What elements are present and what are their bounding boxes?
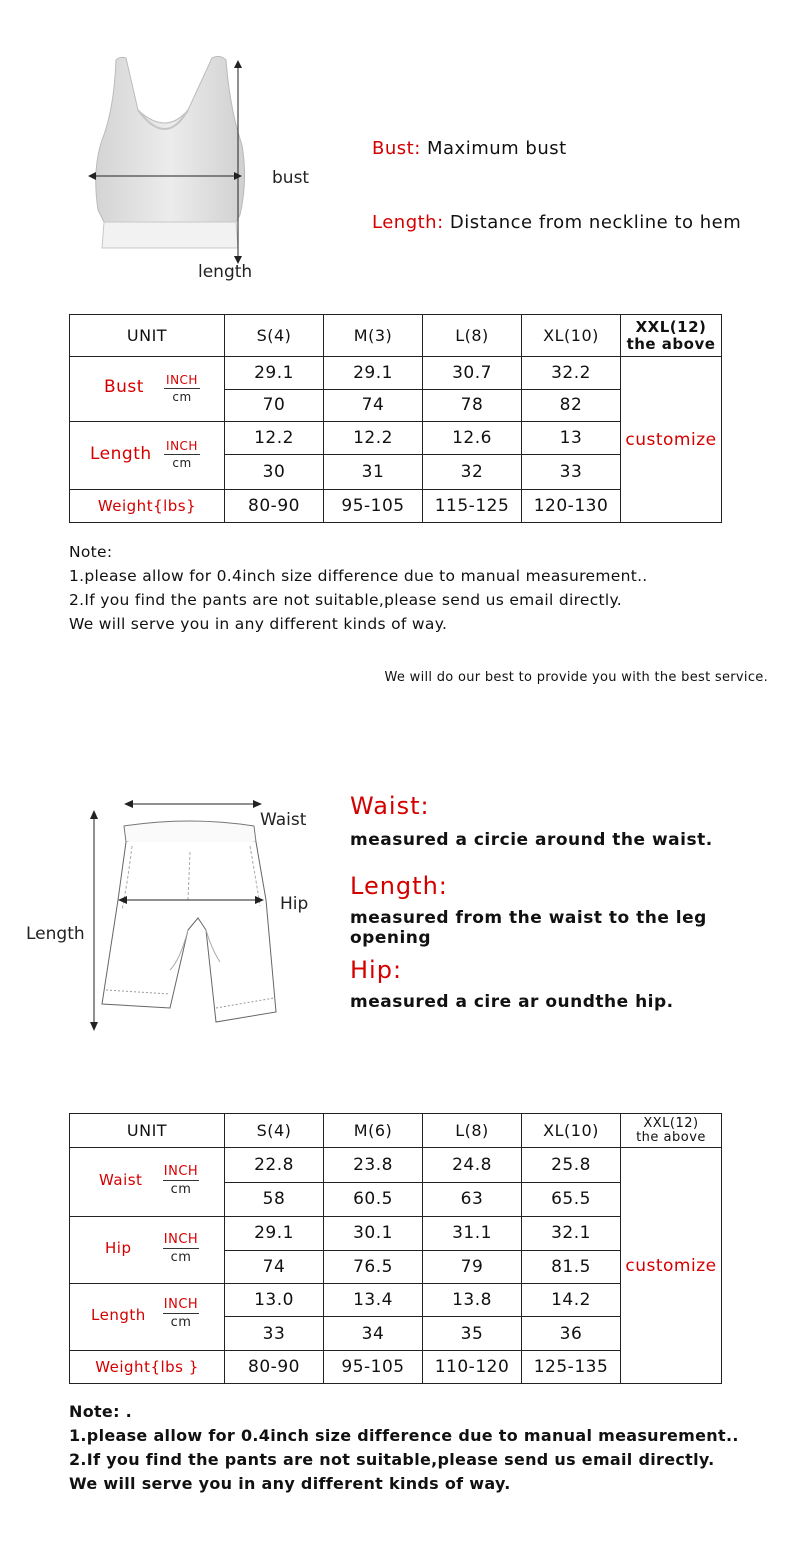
length-diagram-label: length bbox=[198, 262, 253, 282]
inch-label: INCH bbox=[163, 1297, 199, 1312]
bust-description: Maximum bust bbox=[427, 138, 567, 159]
unit-header: UNIT bbox=[70, 1114, 225, 1148]
bottom-size-table bbox=[69, 1113, 722, 1384]
length-definition bbox=[372, 212, 741, 233]
hip-description: measured a cire ar oundthe hip. bbox=[350, 992, 674, 1012]
note-line: We will serve you in any different kinds of way. bbox=[69, 1474, 511, 1493]
table-cell: 36 bbox=[522, 1317, 621, 1351]
inch-label: INCH bbox=[163, 1164, 199, 1179]
size-header: S(4) bbox=[225, 315, 324, 357]
note-line: We will serve you in any different kinds of way. bbox=[69, 615, 448, 633]
table-cell: 110-120 bbox=[423, 1351, 522, 1384]
cm-label: cm bbox=[172, 390, 192, 404]
table-cell: 22.8 bbox=[225, 1148, 324, 1183]
length-description: Distance from neckline to hem bbox=[449, 212, 742, 233]
table-cell: 58 bbox=[225, 1182, 324, 1217]
inch-label: INCH bbox=[163, 1232, 199, 1247]
inch-cm-fraction bbox=[163, 1233, 199, 1264]
note-heading: Note: . bbox=[69, 1402, 133, 1421]
bottom-notes bbox=[69, 1400, 769, 1496]
length-row-label: Length bbox=[90, 443, 152, 464]
size-header: L(8) bbox=[423, 315, 522, 357]
table-cell: 80-90 bbox=[225, 490, 324, 523]
bust-row-label: Bust bbox=[104, 377, 144, 397]
table-cell: 60.5 bbox=[324, 1182, 423, 1217]
bust-diagram-label: bust bbox=[272, 168, 310, 188]
note-heading: Note: bbox=[69, 543, 113, 561]
hip-unit-cell bbox=[70, 1217, 225, 1284]
bust-definition bbox=[372, 138, 567, 159]
inch-cm-fraction bbox=[163, 1298, 199, 1329]
weight-row-label: Weight{lbs } bbox=[70, 1351, 225, 1384]
size-header: XL(10) bbox=[522, 315, 621, 357]
table-cell: 14.2 bbox=[522, 1284, 621, 1317]
xxl-header-line1: XXL(12) bbox=[635, 317, 707, 336]
hip-diagram-label: Hip bbox=[280, 894, 309, 914]
table-cell: 23.8 bbox=[324, 1148, 423, 1183]
table-header-row bbox=[70, 315, 722, 357]
xxl-header-line2: the above bbox=[626, 334, 716, 353]
size-header: M(6) bbox=[324, 1114, 423, 1148]
note-line: 1.please allow for 0.4inch size difference due to manual measurement.. bbox=[69, 567, 648, 585]
inch-cm-fraction bbox=[164, 440, 200, 469]
inch-label: INCH bbox=[164, 440, 200, 455]
table-cell: 95-105 bbox=[324, 1351, 423, 1384]
table-cell: 30.7 bbox=[423, 357, 522, 390]
table-cell: 30 bbox=[225, 455, 324, 490]
customize-cell: customize bbox=[621, 357, 722, 523]
xxl-header-line2: the above bbox=[636, 1129, 706, 1145]
bust-term: Bust: bbox=[372, 138, 421, 159]
note-line: 2.If you find the pants are not suitable,please send us email directly. bbox=[69, 591, 623, 609]
length-description: measured from the waist to the leg opening bbox=[350, 908, 707, 948]
xxl-header-line1: XXL(12) bbox=[643, 1115, 699, 1131]
table-cell: 33 bbox=[522, 455, 621, 490]
table-header-row bbox=[70, 1114, 722, 1148]
bust-unit-cell bbox=[70, 357, 225, 422]
table-cell: 125-135 bbox=[522, 1351, 621, 1384]
table-cell: 81.5 bbox=[522, 1250, 621, 1284]
table-cell: 12.2 bbox=[225, 422, 324, 455]
xxl-header bbox=[621, 1114, 722, 1148]
table-cell: 12.6 bbox=[423, 422, 522, 455]
cm-label: cm bbox=[172, 455, 192, 470]
size-header: XL(10) bbox=[522, 1114, 621, 1148]
table-cell: 80-90 bbox=[225, 1351, 324, 1384]
table-cell: 79 bbox=[423, 1250, 522, 1284]
table-cell: 35 bbox=[423, 1317, 522, 1351]
table-cell: 32.2 bbox=[522, 357, 621, 390]
size-header: S(4) bbox=[225, 1114, 324, 1148]
waist-description: measured a circie around the waist. bbox=[350, 830, 713, 850]
table-cell: 78 bbox=[423, 389, 522, 422]
waist-term: Waist: bbox=[350, 792, 430, 820]
table-cell: 70 bbox=[225, 389, 324, 422]
table-cell: 13.0 bbox=[225, 1284, 324, 1317]
table-cell: 65.5 bbox=[522, 1182, 621, 1217]
sports-bra-illustration bbox=[80, 50, 280, 280]
waist-diagram-label: Waist bbox=[260, 810, 307, 830]
table-cell: 76.5 bbox=[324, 1250, 423, 1284]
cm-label: cm bbox=[170, 1250, 192, 1265]
table-cell: 34 bbox=[324, 1317, 423, 1351]
waist-row-label: Waist bbox=[99, 1171, 143, 1189]
table-cell: 74 bbox=[225, 1250, 324, 1284]
xxl-header bbox=[621, 315, 722, 357]
table-cell: 30.1 bbox=[324, 1217, 423, 1251]
table-cell: 24.8 bbox=[423, 1148, 522, 1183]
length-term: Length: bbox=[350, 872, 448, 900]
hip-term: Hip: bbox=[350, 956, 403, 984]
table-cell: 13.8 bbox=[423, 1284, 522, 1317]
table-cell: 120-130 bbox=[522, 490, 621, 523]
top-notes bbox=[69, 540, 769, 636]
size-header: M(3) bbox=[324, 315, 423, 357]
table-cell: 13 bbox=[522, 422, 621, 455]
cm-label: cm bbox=[170, 1182, 192, 1197]
inch-cm-fraction bbox=[164, 374, 200, 403]
waist-unit-cell bbox=[70, 1148, 225, 1217]
table-cell: 33 bbox=[225, 1317, 324, 1351]
table-cell: 13.4 bbox=[324, 1284, 423, 1317]
weight-row-label: Weight{lbs} bbox=[70, 490, 225, 523]
table-cell: 25.8 bbox=[522, 1148, 621, 1183]
table-cell: 32 bbox=[423, 455, 522, 490]
table-cell: 31.1 bbox=[423, 1217, 522, 1251]
table-cell: 29.1 bbox=[324, 357, 423, 390]
length-unit-cell bbox=[70, 422, 225, 490]
table-row bbox=[70, 357, 722, 390]
length-diagram-label: Length bbox=[26, 924, 85, 944]
length-term: Length: bbox=[372, 212, 444, 233]
service-line: We will do our best to provide you with the best service. bbox=[384, 670, 768, 685]
length-row-label: Length bbox=[91, 1306, 146, 1324]
table-cell: 32.1 bbox=[522, 1217, 621, 1251]
table-cell: 29.1 bbox=[225, 1217, 324, 1251]
hip-row-label: Hip bbox=[105, 1239, 132, 1257]
table-cell: 115-125 bbox=[423, 490, 522, 523]
table-cell: 74 bbox=[324, 389, 423, 422]
inch-label: INCH bbox=[164, 374, 200, 389]
note-line: 1.please allow for 0.4inch size difference due to manual measurement.. bbox=[69, 1426, 739, 1445]
table-cell: 12.2 bbox=[324, 422, 423, 455]
table-cell: 95-105 bbox=[324, 490, 423, 523]
customize-cell: customize bbox=[621, 1148, 722, 1384]
table-row bbox=[70, 1148, 722, 1183]
inch-cm-fraction bbox=[163, 1165, 199, 1196]
unit-header: UNIT bbox=[70, 315, 225, 357]
table-cell: 31 bbox=[324, 455, 423, 490]
table-cell: 29.1 bbox=[225, 357, 324, 390]
table-cell: 82 bbox=[522, 389, 621, 422]
table-cell: 63 bbox=[423, 1182, 522, 1217]
note-line: 2.If you find the pants are not suitable,please send us email directly. bbox=[69, 1450, 715, 1469]
top-size-table bbox=[69, 314, 722, 523]
size-header: L(8) bbox=[423, 1114, 522, 1148]
length-unit-cell bbox=[70, 1284, 225, 1351]
cm-label: cm bbox=[170, 1315, 192, 1330]
